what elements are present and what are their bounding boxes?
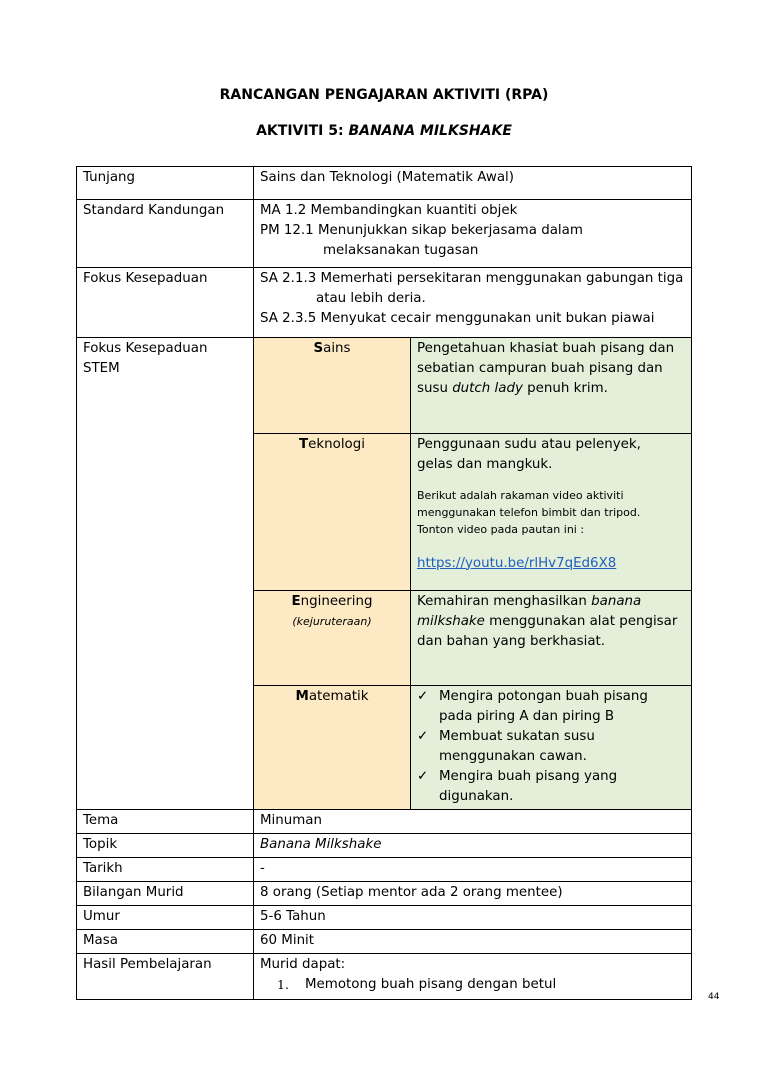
value-masa: 60 Minit: [254, 929, 692, 953]
value-fokus: [254, 268, 692, 338]
stem-sains-label: [254, 338, 411, 433]
engineering-text-1a: Kemahiran menghasilkan: [417, 593, 592, 609]
check-icon: ✓: [417, 768, 429, 784]
value-tema: Minuman: [254, 809, 692, 833]
check-icon: ✓: [417, 728, 429, 744]
hasil-intro: Murid dapat:: [260, 956, 346, 972]
standard-line-1: MA 1.2 Membandingkan kuantiti objek: [260, 203, 518, 218]
value-standard: [254, 200, 692, 268]
matematik-item-3a: Mengira buah pisang yang: [439, 768, 618, 784]
video-link[interactable]: https://youtu.be/rlHv7qEd6X8: [417, 555, 617, 571]
value-hasil: [254, 953, 692, 999]
activity-title: [0, 123, 768, 139]
row-umur: [77, 905, 692, 929]
engineering-text-1: [417, 592, 685, 612]
activity-prefix: AKTIVITI 5:: [256, 123, 349, 139]
engineering-text-2a: milkshake: [417, 613, 485, 629]
matematik-initial: M: [295, 688, 309, 704]
teknologi-note-3: Tonton video pada pautan ini :: [417, 522, 585, 536]
engineering-rest: ngineering: [300, 593, 373, 609]
teknologi-initial: T: [299, 436, 309, 452]
label-topik: Topik: [77, 833, 254, 857]
sains-text-3: [417, 379, 685, 399]
sains-initial: S: [313, 341, 324, 356]
activity-name: BANANA MILKSHAKE: [348, 123, 512, 139]
matematik-item-1a: Mengira potongan buah pisang: [439, 688, 648, 704]
label-tema: Tema: [77, 809, 254, 833]
sains-text-3a: susu: [417, 381, 453, 396]
stem-table: [254, 338, 691, 809]
matematik-item-3b: digunakan.: [439, 788, 514, 804]
stem-label-2: STEM: [83, 361, 120, 376]
stem-matematik-content: [411, 685, 692, 809]
matematik-item-2: [417, 727, 685, 767]
value-umur: 5-6 Tahun: [254, 905, 692, 929]
standard-line-2: PM 12.1 Menunjukkan sikap bekerjasama dalam: [260, 223, 583, 238]
engineering-sub: (kejuruteraan): [292, 614, 372, 628]
stem-row-matematik: [254, 685, 691, 809]
engineering-text-1b: banana: [591, 593, 642, 609]
label-hasil: Hasil Pembelajaran: [77, 953, 254, 999]
fokus-line-3: SA 2.3.5 Menyukat cecair menggunakan unit bukan piawai: [260, 311, 655, 326]
teknologi-rest: eknologi: [308, 436, 365, 452]
stem-teknologi-label: [254, 433, 411, 590]
engineering-text-3: dan bahan yang berkhasiat.: [417, 633, 606, 649]
row-hasil: [77, 953, 692, 999]
row-bilangan: [77, 881, 692, 905]
row-tarikh: [77, 857, 692, 881]
matematik-item-1b: pada piring A dan piring B: [439, 708, 615, 724]
teknologi-note-2: menggunakan telefon bimbit dan tripod.: [417, 505, 641, 519]
row-stem: [77, 338, 692, 810]
stem-engineering-content: [411, 590, 692, 685]
matematik-rest: atematik: [308, 688, 369, 704]
row-topik: [77, 833, 692, 857]
hasil-item-text: Memotong buah pisang dengan betul: [305, 976, 557, 992]
stem-row-engineering: [254, 590, 691, 685]
hasil-item-number: 1.: [277, 976, 289, 992]
sains-text-2: sebatian campuran buah pisang dan: [417, 361, 663, 376]
row-masa: [77, 929, 692, 953]
sains-text-1: Pengetahuan khasiat buah pisang dan: [417, 341, 675, 356]
stem-matematik-label: [254, 685, 411, 809]
page-title: RANCANGAN PENGAJARAN AKTIVITI (RPA): [219, 87, 549, 103]
engineering-text-2b: menggunakan alat pengisar: [484, 613, 678, 629]
teknologi-note-1: Berikut adalah rakaman video aktiviti: [417, 488, 624, 502]
label-fokus: Fokus Kesepaduan: [77, 268, 254, 338]
page-number: 44: [708, 992, 720, 1002]
label-tunjang: Tunjang: [77, 167, 254, 200]
sains-rest: ains: [323, 341, 351, 356]
row-tunjang: [77, 167, 692, 200]
stem-engineering-label: [254, 590, 411, 685]
fokus-line-2: atau lebih deria.: [316, 291, 426, 306]
sains-text-3b: dutch lady: [452, 381, 523, 396]
label-tarikh: Tarikh: [77, 857, 254, 881]
stem-cell: [254, 338, 692, 810]
stem-sains-content: [411, 338, 692, 433]
teknologi-text-2: gelas dan mangkuk.: [417, 456, 553, 472]
value-topik: Banana Milkshake: [254, 833, 692, 857]
stem-label-1: Fokus Kesepaduan: [83, 341, 208, 356]
engineering-title: [260, 592, 404, 612]
stem-row-sains: [254, 338, 691, 433]
value-bilangan: 8 orang (Setiap mentor ada 2 orang mentee): [254, 881, 692, 905]
matematik-item-3: [417, 767, 685, 807]
value-tunjang: Sains dan Teknologi (Matematik Awal): [254, 167, 692, 200]
engineering-initial: E: [291, 593, 301, 609]
fokus-line-1: SA 2.1.3 Memerhati persekitaran menggunakan gabungan tiga: [260, 271, 684, 286]
row-fokus: [77, 268, 692, 338]
matematik-item-2b: menggunakan cawan.: [439, 748, 587, 764]
stem-row-teknologi: [254, 433, 691, 590]
label-standard: Standard Kandungan: [77, 200, 254, 268]
check-icon: ✓: [417, 688, 429, 704]
value-tarikh: -: [254, 857, 692, 881]
stem-teknologi-content: [411, 433, 692, 590]
hasil-item-1: [260, 975, 685, 995]
label-umur: Umur: [77, 905, 254, 929]
label-bilangan: Bilangan Murid: [77, 881, 254, 905]
row-standard: [77, 200, 692, 268]
row-tema: [77, 809, 692, 833]
teknologi-text-1: Penggunaan sudu atau pelenyek,: [417, 436, 641, 452]
engineering-text-2: [417, 612, 685, 632]
label-masa: Masa: [77, 929, 254, 953]
standard-line-3: melaksanakan tugasan: [323, 243, 479, 258]
matematik-item-2a: Membuat sukatan susu: [439, 728, 595, 744]
lesson-plan-table: [76, 166, 692, 1000]
label-stem: [77, 338, 254, 810]
sains-text-3c: penuh krim.: [522, 381, 608, 396]
matematik-item-1: [417, 687, 685, 727]
